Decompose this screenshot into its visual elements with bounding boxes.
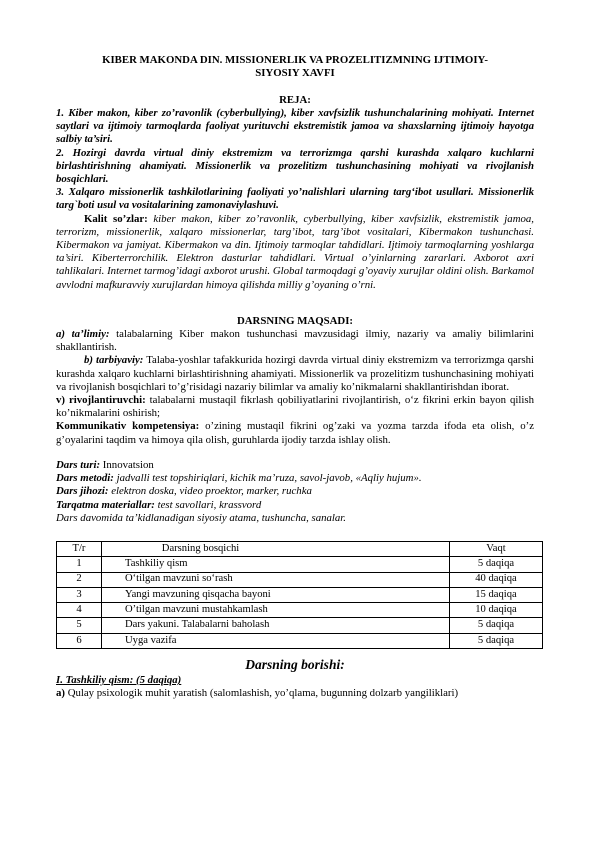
lesson-meta — [56, 459, 534, 525]
keywords-label: Kalit so’zlar: — [84, 212, 148, 225]
document-page — [56, 54, 534, 701]
goal-developmental-text: talabalarni mustaqil fikrlash qobiliyatlarini rivojlantirish, o‘z fikrini erkin bayon qilish ko’nikmalarini oshirish; — [56, 394, 534, 420]
table-cell: 5 — [57, 618, 102, 633]
table-row — [57, 572, 543, 587]
goal-communicative-text: o’zining mustaqil fikrini og’zaki va yozma tarzda ifoda eta olish, o’z g’oyalarini taqdim va himoya qila olish, guruhlarda ijodiy tarzda ishlay olish. — [56, 420, 534, 446]
lesson-handouts-label: Tarqatma materiallar: — [56, 498, 155, 511]
goal-educational-label: a) ta’limiy: — [56, 328, 110, 341]
lesson-type — [56, 459, 534, 472]
item-a-text: Qulay psixologik muhit yaratish (salomlashish, yo’qlama, bugunning dolzarb yangiliklari) — [65, 687, 459, 700]
goal-educational-text: talabalarning Kiber makon tushunchasi mavzusidagi ilmiy, nazariy va amaliy bilimlarini shakllantirish. — [56, 328, 534, 354]
keywords-paragraph — [56, 213, 534, 292]
table-cell: Dars yakuni. Talabalarni baholash — [102, 618, 450, 633]
document-title — [56, 54, 534, 81]
table-cell: 5 daqiqa — [450, 633, 543, 648]
table-cell: 10 daqiqa — [450, 603, 543, 618]
table-row — [57, 618, 543, 633]
lesson-equipment-label: Dars jihozi: — [56, 485, 109, 498]
lesson-handouts — [56, 499, 534, 512]
lesson-method — [56, 472, 534, 485]
lesson-handouts-value: test savollari, krassvord — [154, 498, 262, 511]
table-cell: 3 — [57, 587, 102, 602]
table-header-cell: Darsning bosqichi — [102, 541, 450, 556]
table-cell: 6 — [57, 633, 102, 648]
table-cell: 1 — [57, 557, 102, 572]
plan-list — [56, 107, 534, 213]
table-cell: 15 daqiqa — [450, 587, 543, 602]
table-row — [57, 557, 543, 572]
organizational-item-a — [56, 687, 534, 700]
lesson-method-value: jadvalli test topshiriqlari, kichik ma’ruza, savol-javob, «Aqliy hujum». — [113, 472, 422, 485]
table-cell: Uyga vazifa — [102, 633, 450, 648]
table-cell: 5 daqiqa — [450, 557, 543, 572]
table-cell: 4 — [57, 603, 102, 618]
plan-item: 3. Xalqaro missionerlik tashkilotlarining faoliyati yo’nalishlari ularning targ‘ibot usullari. Missionerlik targ`boti usul va vositalarining zamonaviylashuvi. — [56, 186, 534, 212]
goal-upbringing-text: Talaba-yoshlar tafakkurida hozirgi davrda virtual diniy ekstremizm va terrorizmga qarshi kurashda xalqaro kuchlarni birlashtirishning ahamiyati. Missionerlik va prozelitizm tushunchasining mohiyati va rivojlanish bosqichlari to’g’risidagi nazariy bilimlar va amaliy ko’nikmalarni shakllantirishdan iborat. — [56, 354, 534, 393]
title-line-2: SIYOSIY XAVFI — [255, 67, 335, 80]
goal-communicative-label: Kommunikativ kompetensiya: — [56, 420, 200, 433]
lesson-terms-note: Dars davomida ta’kidlanadigan siyosiy atama, tushuncha, sanalar. — [56, 511, 347, 524]
goal-developmental-label: v) rivojlantiruvchi: — [56, 394, 146, 407]
table-row — [57, 633, 543, 648]
lesson-type-value: Innovatsion — [100, 458, 154, 471]
goal-upbringing — [56, 354, 534, 394]
table-cell: 40 daqiqa — [450, 572, 543, 587]
table-header-cell: T/r — [57, 541, 102, 556]
lesson-type-label: Dars turi: — [56, 458, 101, 471]
table-cell: O‘tilgan mavzuni so‘rash — [102, 572, 450, 587]
lesson-method-label: Dars metodi: — [56, 472, 114, 485]
lesson-equipment — [56, 485, 534, 498]
table-cell: Tashkiliy qism — [102, 557, 450, 572]
plan-item: 1. Kiber makon, kiber zo’ravonlik (cyberbullying), kiber xavfsizlik tushunchalarining mohiyati. Internet saytlari va ijtimoiy tarmoqlarda faoliyat yurituvchi ekstremistik jamoa va shaxslarning ijtimoiy hayotga salbiy ta’siri. — [56, 107, 534, 146]
table-cell: 5 daqiqa — [450, 618, 543, 633]
item-a-label: a) — [56, 687, 65, 700]
lesson-progress-heading: Darsning borishi: — [245, 656, 345, 672]
table-row — [57, 603, 543, 618]
plan-item: 2. Hozirgi davrda virtual diniy ekstremizm va terrorizmga qarshi kurashda xalqaro kuchlarni birlashtirishning ahamiyati. Missionerlik va prozelitizm tushunchasining mohiyati va rivojlanish bosqichlari. — [56, 146, 534, 186]
goal-upbringing-label: b) tarbiyaviy: — [84, 354, 144, 367]
table-cell: O’tilgan mavzuni mustahkamlash — [102, 603, 450, 618]
table-header-cell: Vaqt — [450, 541, 543, 556]
lesson-equipment-value: elektron doska, video proektor, marker, ruchka — [108, 485, 312, 498]
title-line-1: KIBER MAKONDA DIN. MISSIONERLIK VA PROZELITIZMNING IJTIMOIY- — [102, 54, 488, 66]
table-cell: Yangi mavzuning qisqacha bayoni — [102, 587, 450, 602]
goals-heading: DARSNING MAQSADI: — [236, 314, 354, 327]
lesson-plan-table — [56, 541, 543, 649]
table-header-row — [57, 541, 543, 556]
organizational-section-heading: I. Tashkiliy qism: (5 daqiqa) — [56, 674, 182, 687]
table-row — [57, 587, 543, 602]
goal-communicative — [56, 420, 534, 446]
keywords-text: kiber makon, kiber zo’ravonlik, cyberbullying, kiber xavfsizlik, ekstremistik jamoa, terrorizm, missionerlik, xalqaro missionerlar, targ’ibot, targ’ibot vositalari, Kibermakon tushunchasi. Kibermakon va jamiyat. Kibermakon va din. Ijtimoiy tarmoqlar tahdidlari. Ijtimoiy tarmoqlarning yoshlarga ta’siri. Kiberterrorchilik. Elektron dasturlar tahdidlari. Virtual o’yinlarning zararlari. Axborot axri tahlikalari. Internet tarmog’idagi axborot urushi. Global tarmoqdagi g’oyaviy xurujlar oldini olish. Barkamol avvlodni mafkuravviy xurujlardan himoya qilishda milliy g’oyaning o’rni. — [56, 212, 534, 291]
goal-educational — [56, 328, 534, 354]
table-cell: 2 — [57, 572, 102, 587]
goal-developmental — [56, 394, 534, 420]
plan-heading: REJA: — [279, 93, 311, 106]
